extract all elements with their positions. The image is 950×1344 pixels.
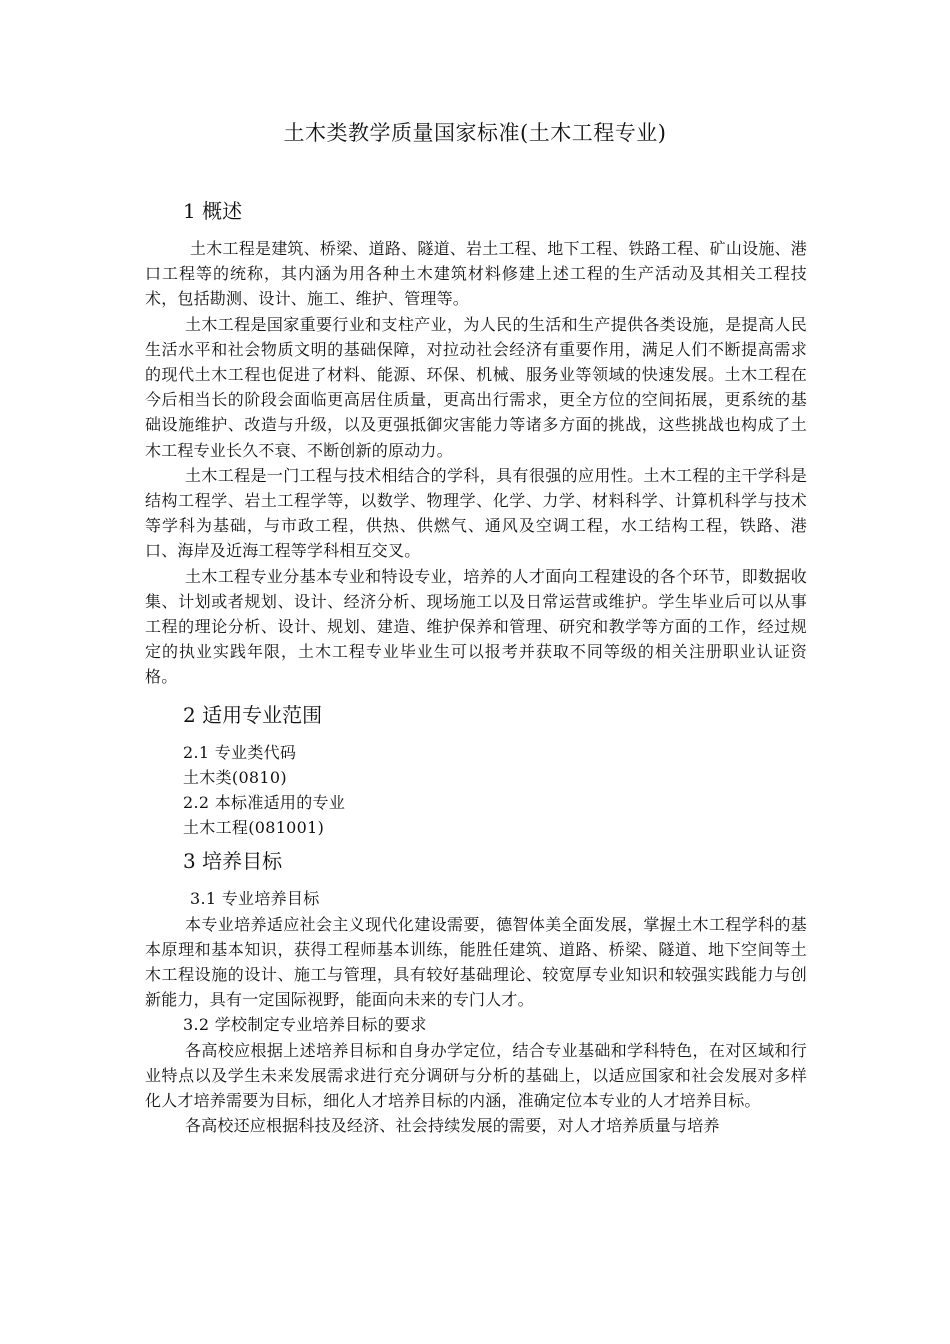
section-1-paragraph-4: 土木工程专业分基本专业和特设专业，培养的人才面向工程建设的各个环节，即数据收集、计划或者规划、设计、经济分析、现场施工以及日常运营或维护。学生毕业后可以从事工程的理论分析、设计、规划、建造、维护保养和管理、研究和教学等方面的工作，经过规定的执业实践年限，土木工程专业毕业生可以报考并获取不同等级的相关注册职业认证资格。: [145, 566, 807, 687]
section-2-line-2: 土木类(0810): [183, 767, 287, 787]
document-title: 土木类教学质量国家标准(土木工程专业): [283, 121, 667, 145]
section-3-2-paragraph-2: 各高校还应根据科技及经济、社会持续发展的需要，对人才培养质量与培养: [185, 1116, 720, 1136]
section-1-paragraph-1: 土木工程是建筑、桥梁、道路、隧道、岩土工程、地下工程、铁路工程、矿山设施、港口工程等的统称，其内涵为用各种土木建筑材料修建上述工程的生产活动及其相关工程技术，包括勘测、设计、施工、维护、管理等。: [145, 239, 807, 309]
section-3-1-paragraph: 本专业培养适应社会主义现代化建设需要，德智体美全面发展，掌握土木工程学科的基本原理和基本知识，获得工程师基本训练，能胜任建筑、道路、桥梁、隧道、地下空间等土木工程设施的设计、施工与管理，具有较好基础理论、较宽厚专业知识和较强实践能力与创新能力，具有一定国际视野，能面向未来的专门人才。: [145, 914, 807, 1010]
document-body: [145, 196, 807, 1139]
section-2-line-3: 2.2 本标准适用的专业: [183, 793, 346, 813]
section-3-2-paragraph-1: 各高校应根据上述培养目标和自身办学定位，结合专业基础和学科特色，在对区域和行业特点以及学生未来发展需求进行充分调研与分析的基础上，以适应国家和社会发展对多样化人才培养需要为目标，细化人才培养目标的内涵，准确定位本专业的人才培养目标。: [145, 1040, 807, 1111]
section-1-paragraph-2: 土木工程是国家重要行业和支柱产业，为人民的生活和生产提供各类设施，是提高人民生活水平和社会物质文明的基础保障，对拉动社会经济有重要作用，满足人们不断提高需求的现代土木工程也促进了材料、能源、环保、机械、服务业等领域的快速发展。土木工程在今后相当长的阶段会面临更高居住质量，更高出行需求，更全方位的空间拓展，更系统的基础设施维护、改造与升级，以及更强抵御灾害能力等诸多方面的挑战，这些挑战也构成了土木工程专业长久不衰、不断创新的原动力。: [145, 314, 807, 460]
section-2-line-1: 2.1 专业类代码: [183, 742, 297, 762]
section-2-line-4: 土木工程(081001): [183, 818, 325, 838]
section-3-1-heading: 3.1 专业培养目标: [190, 889, 320, 909]
section-1-heading: 1 概述: [183, 199, 243, 223]
section-3-2-heading: 3.2 学校制定专业培养目标的要求: [183, 1015, 427, 1035]
section-1-paragraph-3: 土木工程是一门工程与技术相结合的学科，具有很强的应用性。土木工程的主干学科是结构工程学、岩土工程学等，以数学、物理学、化学、力学、材料科学、计算机科学与技术等学科为基础，与市政工程，供热、供燃气、通风及空调工程，水工结构工程，铁路、港口、海岸及近海工程等学科相互交叉。: [145, 465, 807, 561]
section-2-heading: 2 适用专业范围: [183, 702, 323, 727]
section-3-heading: 3 培养目标: [183, 849, 283, 874]
